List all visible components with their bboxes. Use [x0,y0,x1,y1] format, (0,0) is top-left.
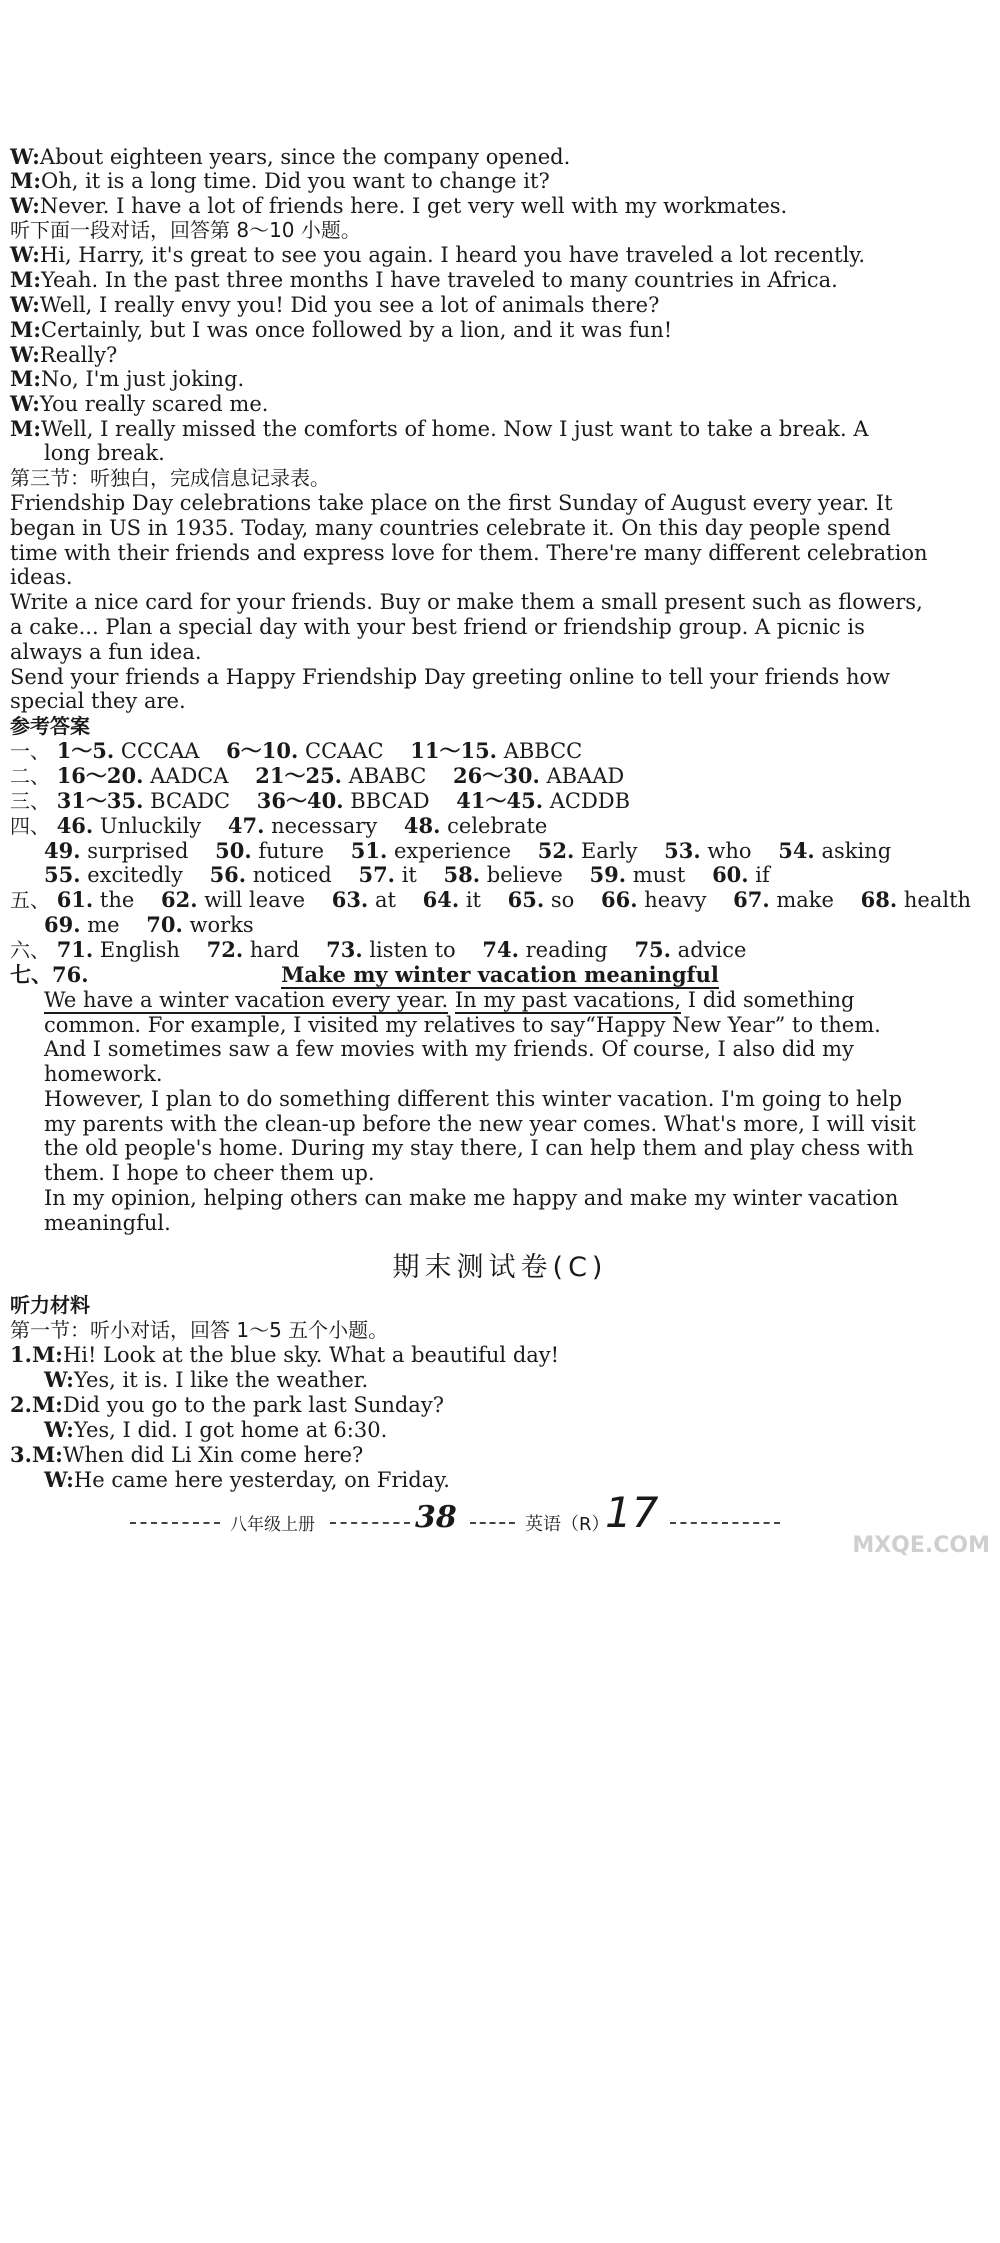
answer-item: 72. hard [206,937,300,962]
answer-item: 62. will leave [161,887,306,912]
monologue-line: always a fun idea. [10,640,202,664]
dialog-text: You really scared me. [39,392,269,416]
essay-line: them. I hope to cheer them up. [44,1161,375,1185]
essay-line: my parents with the clean-up before the new year comes. What's more, I will visit [44,1112,916,1136]
essay-line: common. For example, I visited my relatives to say“Happy New Year” to them. [44,1013,881,1037]
qa-line: W:Yes, it is. I like the weather. [44,1367,369,1392]
handwritten-number: 17 [605,1488,659,1537]
essay-line: homework. [44,1062,163,1086]
speaker: M: [10,168,41,193]
answer-item: 58. believe [443,862,563,887]
answer-item: 51. experience [350,838,512,863]
monologue-line: special they are. [10,689,186,713]
essay-line: However, I plan to do something different this winter vacation. I'm going to help [44,1087,903,1111]
essay-line: And I sometimes saw a few movies with my friends. Of course, I also did my [44,1037,854,1061]
essay-line: In my opinion, helping others can make me happy and make my winter vacation [44,1186,899,1210]
answer-item: 54. asking [778,838,892,863]
section1-title: 第一节：听小对话，回答 1～5 五个小题。 [10,1318,389,1342]
footer-grade: 八年级上册 [230,1515,315,1535]
speaker: M: [10,317,41,342]
answer-item: 31～35. BCADC [56,788,231,813]
section3-title: 第三节：听独白，完成信息记录表。 [10,466,330,490]
answer-item: 21～25. ABABC [255,763,427,788]
dialog-text: Well, I really envy you! Did you see a lot of animals there? [39,293,660,317]
watermark-text: MXQE.COM [852,1533,990,1558]
answer-item: 67. make [733,887,834,912]
essay-prefix: 七、76. [10,962,89,987]
answer-item: 75. advice [634,937,747,962]
underlined-sentence: In my past vacations, [454,988,682,1012]
answer-item: 68. health [860,887,972,912]
answer-item: 50. future [215,838,325,863]
dialog-text: Oh, it is a long time. Did you want to change it? [41,169,550,193]
answer-item: 63. at [331,887,396,912]
answer-item: 52. Early [537,838,638,863]
answer-item: 47. necessary [227,813,378,838]
answer-item: 1～5. CCCAA [56,738,200,763]
qa-line: W:Yes, I did. I got home at 6:30. [44,1417,388,1442]
dialog-continuation: long break. [44,441,165,465]
answer-item: 56. noticed [209,862,332,887]
answer-item: 16～20. AADCA [56,763,229,788]
row-prefix: 四、 [10,814,50,838]
dialog-text: Hi, Harry, it's great to see you again. I heard you have traveled a lot recently. [39,243,866,267]
dialog-text: Yeah. In the past three months I have traveled to many countries in Africa. [41,268,838,292]
qa-line: 3.M:When did Li Xin come here? [10,1442,364,1467]
speaker: W: [10,144,40,169]
dialog-text: About eighteen years, since the company opened. [39,145,571,169]
answer-item: 73. listen to [326,937,456,962]
footer-divider [470,1522,515,1524]
row-prefix: 二、 [10,764,50,788]
answer-item: 60. if [712,862,770,887]
essay-line: the old people's home. During my stay there, I can help them and play chess with [44,1136,914,1160]
underlined-sentence: We have a winter vacation every year. [44,988,449,1012]
essay-line: We have a winter vacation every year. In my past vacations, I did something [44,988,855,1012]
row-prefix: 一、 [10,739,50,763]
monologue-line: time with their friends and express love for them. There're many different celebration [10,541,928,565]
answer-item: 71. English [56,937,180,962]
monologue-line: Write a nice card for your friends. Buy or make them a small present such as flowers, [10,590,923,614]
answer-item: 48. celebrate [403,813,548,838]
essay-title: Make my winter vacation meaningful [281,962,719,987]
dialog-text: Certainly, but I was once followed by a lion, and it was fun! [41,318,673,342]
monologue-line: Send your friends a Happy Friendship Day greeting online to tell your friends how [10,665,891,689]
footer-divider [330,1522,410,1524]
answer-item: 59. must [589,862,686,887]
answer-item: 49. surprised [44,838,189,863]
speaker: W: [10,292,40,317]
speaker: M: [10,267,41,292]
speaker: W: [10,193,40,218]
monologue-line: began in US in 1935. Today, many countries celebrate it. On this day people spend [10,516,891,540]
dialog-text: Never. I have a lot of friends here. I get very well with my workmates. [39,194,788,218]
page-footer [130,1488,780,1540]
footer-divider [130,1522,220,1524]
answer-item: 74. reading [482,937,608,962]
qa-line: W:He came here yesterday, on Friday. [44,1467,450,1492]
answer-item: 69. me [44,912,120,937]
speaker: W: [10,342,40,367]
monologue-line: a cake... Plan a special day with your best friend or friendship group. A picnic is [10,615,865,639]
footer-subject: 英语（R） [525,1514,610,1535]
answer-item: 57. it [358,862,417,887]
answer-item: 36～40. BBCAD [256,788,430,813]
dialog-text: No, I'm just joking. [41,367,245,391]
row-prefix: 三、 [10,789,50,813]
speaker: M: [10,366,41,391]
speaker: W: [10,391,40,416]
answer-item: 64. it [422,887,481,912]
page-number: 38 [415,1500,457,1535]
qa-line: 1.M:Hi! Look at the blue sky. What a beautiful day! [10,1342,560,1367]
watermark [800,1500,990,1560]
instruction-8-10: 听下面一段对话，回答第 8～10 小题。 [10,218,361,242]
answer-item: 26～30. ABAAD [453,763,625,788]
answer-item: 46. Unluckily [56,813,202,838]
answer-item: 61. the [56,887,135,912]
row-prefix: 五、 [10,888,50,912]
speaker: W: [10,242,40,267]
speaker: M: [10,416,41,441]
answer-item: 65. so [507,887,575,912]
row-prefix: 六、 [10,938,50,962]
answers-title: 参考答案 [10,714,90,738]
answer-item: 11～15. ABBCC [410,738,583,763]
answer-item: 53. who [664,838,752,863]
qa-line: 2.M:Did you go to the park last Sunday? [10,1392,444,1417]
test-c-title: 期末测试卷(C) [392,1252,608,1283]
dialog-text: Well, I really missed the comforts of home. Now I just want to take a break. A [41,417,869,441]
answer-item: 55. excitedly [44,862,183,887]
listening-title: 听力材料 [10,1293,90,1317]
answer-item: 41～45. ACDDB [456,788,631,813]
answer-item: 70. works [146,912,254,937]
footer-divider [670,1522,780,1524]
dialog-text: Really? [39,343,118,367]
essay-line: meaningful. [44,1211,171,1235]
monologue-line: Friendship Day celebrations take place on the first Sunday of August every year. It [10,491,893,515]
answer-item: 66. heavy [601,887,707,912]
monologue-line: ideas. [10,565,73,589]
answer-item: 6～10. CCAAC [226,738,384,763]
